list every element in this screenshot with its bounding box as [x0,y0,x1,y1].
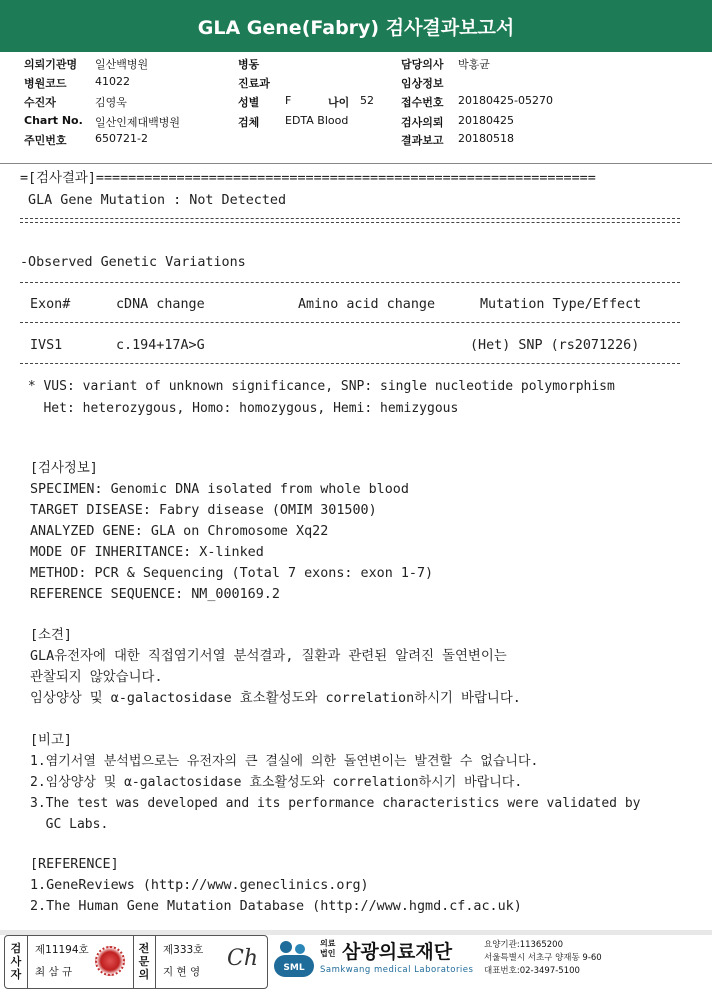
remarks-line-1: 1.염기서열 분석법으로는 유전자의 큰 결실에 의한 돌연변이는 발견할 수 없습니다. [30,754,539,769]
specimen-value: EDTA Blood [285,114,349,127]
chart-no-value: 일산인제대백병원 [95,116,181,129]
age-value: 52 [360,94,374,107]
result-rule [20,218,680,223]
signature-box [4,935,268,989]
specimen-label: 검체 [238,116,260,129]
tester-tag: 검사자 [10,942,22,981]
patient-name-value: 김영욱 [95,96,127,109]
col-header-amino: Amino acid change [298,297,436,312]
supervisor-tag: 전문의 [138,942,150,981]
sml-logo-icon [272,937,316,981]
requesting-institution-label: 의뢰기관명 [24,58,78,71]
tester-seal-icon [95,946,125,976]
test-info-inheritance: MODE OF INHERITANCE: X-linked [30,545,264,560]
header-divider [0,163,712,164]
supervisor-name: 지 현 영 [163,966,201,978]
findings-line-3: 임상양상 및 α-galactosidase 효소활성도와 correlation하시기 바랍니다. [30,691,521,706]
signature-separator-1 [27,936,28,988]
physician-value: 박홍균 [458,58,490,71]
org-english-name: Samkwang medical Laboratories [320,965,474,975]
age-label: 나이 [328,96,350,109]
request-date-label: 검사의뢰 [401,116,444,129]
contact-address: 서울특별시 서초구 양재동 9-60 [484,953,602,963]
test-info-specimen: SPECIMEN: Genomic DNA isolated from whole blood [30,482,409,497]
supervisor-license: 제333호 [163,944,204,956]
receipt-no-value: 20180425-05270 [458,94,553,107]
remarks-line-4: GC Labs. [30,817,109,832]
report-date-value: 20180518 [458,132,514,145]
sex-value: F [285,94,292,107]
contact-phone: 대표번호:02-3497-5100 [484,966,580,976]
tester-license: 제11194호 [35,944,89,956]
test-info-method: METHOD: PCR & Sequencing (Total 7 exons: exon 1-7) [30,566,434,581]
resident-no-value: 650721-2 [95,132,148,145]
mutation-summary: GLA Gene Mutation : Not Detected [20,193,287,208]
receipt-no-label: 접수번호 [401,96,444,109]
report-footer [0,935,712,1000]
footnote-vus-snp: * VUS: variant of unknown significance, SNP: single nucleotide polymorphism [20,379,615,394]
supervisor-signature: Ch [227,946,259,971]
observed-variations-header: -Observed Genetic Variations [20,255,246,270]
table-bottom-rule [20,363,680,364]
test-info-reference-sequence: REFERENCE SEQUENCE: NM_000169.2 [30,587,280,602]
org-contact [484,939,602,978]
footnote-zygosity: Het: heterozygous, Homo: homozygous, Hemi: hemizygous [20,401,459,416]
findings-header: [소견] [30,628,72,643]
clinical-info-label: 임상정보 [401,77,444,90]
result-section-header: =[검사결과]============================================================== [20,171,596,186]
hospital-code-value: 41022 [95,75,130,88]
table-cell-mutation: (Het) SNP (rs2071226) [470,338,640,353]
org-prefix: 의료 법인 [320,939,336,958]
table-cell-exon: IVS1 [30,338,63,353]
patient-info-panel [0,52,712,164]
resident-no-label: 주민번호 [24,134,67,147]
reference-genereviews: 1.GeneReviews (http://www.geneclinics.org) [30,878,369,893]
findings-line-1: GLA유전자에 대한 직접염기서열 분석결과, 질환과 관련된 알려진 돌연변이는 [30,649,507,664]
col-header-exon: Exon# [30,297,71,312]
chart-no-label: Chart No. [24,114,83,127]
contact-institution-code: 요양기관:11365200 [484,940,563,950]
remarks-line-3: 3.The test was developed and its performance characteristics were validated by [30,796,641,811]
department-label: 진료과 [238,77,270,90]
patient-name-label: 수진자 [24,96,56,109]
report-body [0,166,712,926]
col-header-mutation: Mutation Type/Effect [480,297,642,312]
table-top-rule [20,282,680,283]
test-info-disease: TARGET DISEASE: Fabry disease (OMIM 301500) [30,503,377,518]
references-header: [REFERENCE] [30,857,119,872]
request-date-value: 20180425 [458,114,514,127]
physician-label: 담당의사 [401,58,444,71]
sml-logo-text: SML [283,963,305,973]
sex-label: 성별 [238,96,260,109]
tester-name: 최 삼 규 [35,966,73,978]
report-date-label: 결과보고 [401,134,444,147]
hospital-code-label: 병원코드 [24,77,67,90]
org-name: 삼광의료재단 [342,941,453,963]
test-info-header: [검사정보] [30,461,98,476]
table-cell-cdna: c.194+17A>G [116,338,205,353]
test-info-gene: ANALYZED GENE: GLA on Chromosome Xq22 [30,524,329,539]
remarks-line-2: 2.임상양상 및 α-galactosidase 효소활성도와 correlation하시기 바랍니다. [30,775,523,790]
remarks-header: [비고] [30,733,72,748]
col-header-cdna: cDNA change [116,297,205,312]
table-header-rule [20,322,680,323]
requesting-institution-value: 일산백병원 [95,58,149,71]
ward-label: 병동 [238,58,260,71]
report-title: GLA Gene(Fabry) 검사결과보고서 [0,0,712,52]
reference-hgmd: 2.The Human Gene Mutation Database (http://www.hgmd.cf.ac.uk) [30,899,522,914]
signature-separator-2 [133,936,134,988]
signature-separator-3 [155,936,156,988]
findings-line-2: 관찰되지 않았습니다. [30,670,163,685]
